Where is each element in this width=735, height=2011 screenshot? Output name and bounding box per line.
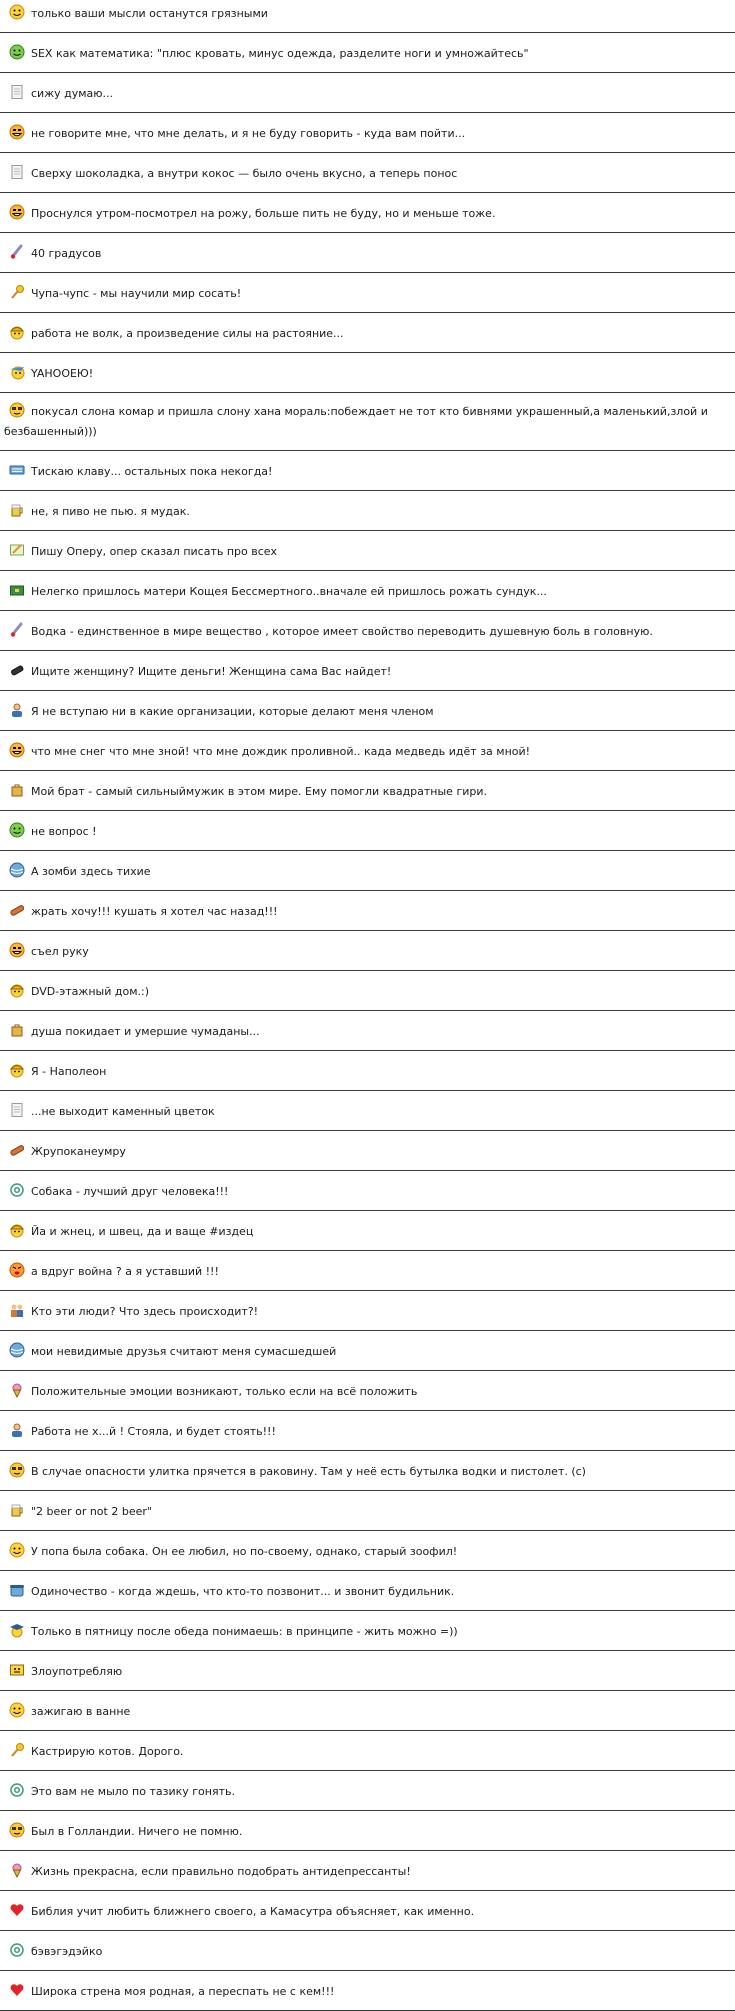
list-item (0, 1931, 735, 1971)
status-text: сижу думаю... (31, 87, 114, 100)
status-text: Широка стрена моя родная, а переспать не с кем!!! (31, 1985, 335, 1998)
status-text: Кастрирую котов. Дорого. (31, 1745, 184, 1758)
status-text: Работа не х...й ! Стояла, и будет стоять!!! (31, 1425, 276, 1438)
beer-mug-icon (9, 502, 25, 518)
smiley-icon (9, 4, 25, 20)
list-item (0, 1251, 735, 1291)
thermometer-icon (9, 622, 25, 638)
list-item (0, 1731, 735, 1771)
status-text: Только в пятницу после обеда понимаешь: в принципе - жить можно =)) (31, 1625, 458, 1638)
list-item (0, 1451, 735, 1491)
green-smiley-icon (9, 44, 25, 60)
status-text: Злоупотребляю (31, 1665, 123, 1678)
lollipop-icon (9, 1742, 25, 1758)
status-text: Нелегко пришлось матери Кощея Бессмертного..вначале ей пришлось рожать сундук... (31, 585, 547, 598)
status-text: YAHOOEЮ! (31, 367, 94, 380)
list-item (0, 1171, 735, 1211)
grin-smiley-icon (9, 124, 25, 140)
status-text: Я не вступаю ни в какие организации, которые делают меня членом (31, 705, 434, 718)
list-item (0, 73, 735, 113)
status-text: Пишу Оперу, опер сказал писать про всех (31, 545, 278, 558)
pencil-icon (9, 542, 25, 558)
list-item (0, 571, 735, 611)
status-text: Одиночество - когда ждешь, что кто-то позвонит... и звонит будильник. (31, 1585, 455, 1598)
ice-cream-icon (9, 1862, 25, 1878)
telephone-icon (9, 1582, 25, 1598)
at-sign-icon (9, 1182, 25, 1198)
list-item (0, 273, 735, 313)
list-item (0, 1611, 735, 1651)
status-text: Положительные эмоции возникают, только если на всё положить (31, 1385, 418, 1398)
status-text: Тискаю клаву... остальных пока некогда! (31, 465, 273, 478)
hardhat-smiley-icon (9, 982, 25, 998)
person-icon (9, 1422, 25, 1438)
status-text: Это вам не мыло по тазику гонять. (31, 1785, 235, 1798)
list-item (0, 971, 735, 1011)
smiley-icon (9, 1542, 25, 1558)
list-item (0, 1051, 735, 1091)
status-text: Жрупоканеумру (31, 1145, 126, 1158)
thermometer-icon (9, 244, 25, 260)
status-text: не вопрос ! (31, 825, 97, 838)
list-item (0, 153, 735, 193)
status-text: съел руку (31, 945, 89, 958)
angry-smiley-icon (9, 1262, 25, 1278)
status-text: покусал слона комар и пришла слону хана мораль:побеждает не тот кто бивнями украшенный,а маленький,злой и безбашенный))) (4, 405, 708, 438)
status-text: Чупа-чупс - мы научили мир сосать! (31, 287, 242, 300)
list-item (0, 1291, 735, 1331)
list-item (0, 1771, 735, 1811)
cowboy-smiley-icon (9, 364, 25, 380)
list-item (0, 353, 735, 393)
status-text: Я - Наполеон (31, 1065, 107, 1078)
list-item (0, 393, 735, 451)
glasses-smiley-icon (9, 1822, 25, 1838)
hardhat-smiley-icon (9, 1062, 25, 1078)
status-text: что мне снег что мне зной! что мне дождик проливной.. када медведь идёт за мной! (31, 745, 531, 758)
green-smiley-icon (9, 822, 25, 838)
beer-mug-icon (9, 1502, 25, 1518)
list-item (0, 611, 735, 651)
list-item (0, 691, 735, 731)
list-item (0, 1531, 735, 1571)
status-text: Водка - единственное в мире вещество , которое имеет свойство переводить душевную боль в головную. (31, 625, 653, 638)
list-item (0, 1811, 735, 1851)
status-text: SEX как математика: "плюс кровать, минус одежда, разделите ноги и умножайтесь" (31, 47, 529, 60)
phone-icon (9, 662, 25, 678)
list-item (0, 531, 735, 571)
list-item (0, 851, 735, 891)
status-text: Собака - лучший друг человека!!! (31, 1185, 229, 1198)
hardhat-smiley-icon (9, 324, 25, 340)
sausage-icon (9, 1142, 25, 1158)
list-item (0, 313, 735, 353)
person-icon (9, 702, 25, 718)
list-item (0, 1971, 735, 2011)
hardhat-smiley-icon (9, 1222, 25, 1238)
paper-icon (9, 1102, 25, 1118)
list-item (0, 771, 735, 811)
status-text: А зомби здесь тихие (31, 865, 151, 878)
list-item (0, 1891, 735, 1931)
status-text: Йа и жнец, и швец, да и ваще #издец (31, 1225, 254, 1238)
status-text: Проснулся утром-посмотрел на рожу, больше пить не буду, но и меньше тоже. (31, 207, 496, 220)
status-text: В случае опасности улитка прячется в раковину. Там у неё есть бутылка водки и пистолет. (с) (31, 1465, 586, 1478)
list-item (0, 731, 735, 771)
chest-icon (9, 582, 25, 598)
status-text: 40 градусов (31, 247, 102, 260)
status-text: Кто эти люди? Что здесь происходит?! (31, 1305, 259, 1318)
status-text: только ваши мысли останутся грязными (31, 7, 268, 20)
list-item (0, 651, 735, 691)
list-item (0, 1091, 735, 1131)
list-item (0, 811, 735, 851)
status-text: не, я пиво не пью. я мудак. (31, 505, 190, 518)
list-item (0, 1331, 735, 1371)
at-sign-icon (9, 1942, 25, 1958)
status-text: мои невидимые друзья считают меня сумасшедшей (31, 1345, 337, 1358)
bag-icon (9, 1022, 25, 1038)
lollipop-icon (9, 284, 25, 300)
status-text: Жизнь прекрасна, если правильно подобрать антидепрессанты! (31, 1865, 411, 1878)
list-item (0, 193, 735, 233)
ice-cream-icon (9, 1382, 25, 1398)
list-item (0, 1851, 735, 1891)
list-item (0, 113, 735, 153)
status-text: ...не выходит каменный цветок (31, 1105, 215, 1118)
smiley-icon (9, 1702, 25, 1718)
list-item (0, 491, 735, 531)
list-item (0, 1411, 735, 1451)
list-item (0, 451, 735, 491)
status-text: работа не волк, а произведение силы на растояние... (31, 327, 344, 340)
status-text: Сверху шоколадка, а внутри кокос — было очень вкусно, а теперь понос (31, 167, 458, 180)
bag-icon (9, 782, 25, 798)
list-item (0, 1571, 735, 1611)
heart-icon (9, 1982, 25, 1998)
at-sign-icon (9, 1782, 25, 1798)
list-item (0, 1491, 735, 1531)
status-text: жрать хочу!!! кушать я хотел час назад!!! (31, 905, 278, 918)
list-item (0, 0, 735, 33)
heart-icon (9, 1902, 25, 1918)
status-text: зажигаю в ванне (31, 1705, 131, 1718)
status-text: а вдруг война ? а я уставший !!! (31, 1265, 219, 1278)
list-item (0, 1131, 735, 1171)
list-item (0, 1211, 735, 1251)
tv-icon (9, 1662, 25, 1678)
list-item (0, 891, 735, 931)
list-item (0, 1371, 735, 1411)
status-text: не говорите мне, что мне делать, и я не буду говорить - куда вам пойти... (31, 127, 466, 140)
globe-icon (9, 1342, 25, 1358)
status-text: душа покидает и умершие чумаданы... (31, 1025, 260, 1038)
graduate-icon (9, 1622, 25, 1638)
grin-smiley-icon (9, 204, 25, 220)
status-text: "2 beer or not 2 beer" (31, 1505, 152, 1518)
list-item (0, 931, 735, 971)
status-text: Библия учит любить ближнего своего, а Камасутра объясняет, как именно. (31, 1905, 475, 1918)
list-item (0, 33, 735, 73)
list-item (0, 1691, 735, 1731)
paper-icon (9, 164, 25, 180)
people-icon (9, 1302, 25, 1318)
glasses-smiley-icon (9, 402, 25, 418)
status-text: У попа была собака. Он ее любил, но по-своему, однако, старый зоофил! (31, 1545, 458, 1558)
grin-smiley-icon (9, 742, 25, 758)
status-text: DVD-этажный дом.:) (31, 985, 149, 998)
paper-icon (9, 84, 25, 100)
sausage-icon (9, 902, 25, 918)
grin-smiley-icon (9, 942, 25, 958)
list-item (0, 1651, 735, 1691)
status-text: бэвэгэдэйко (31, 1945, 103, 1958)
keyboard-icon (9, 462, 25, 478)
list-item (0, 233, 735, 273)
status-text: Был в Голландии. Ничего не помню. (31, 1825, 243, 1838)
status-text: Мой брат - самый сильныймужик в этом мире. Ему помогли квадратные гири. (31, 785, 488, 798)
globe-icon (9, 862, 25, 878)
status-text: Ищите женщину? Ищите деньги! Женщина сама Вас найдет! (31, 665, 392, 678)
list-item (0, 1011, 735, 1051)
glasses-smiley-icon (9, 1462, 25, 1478)
